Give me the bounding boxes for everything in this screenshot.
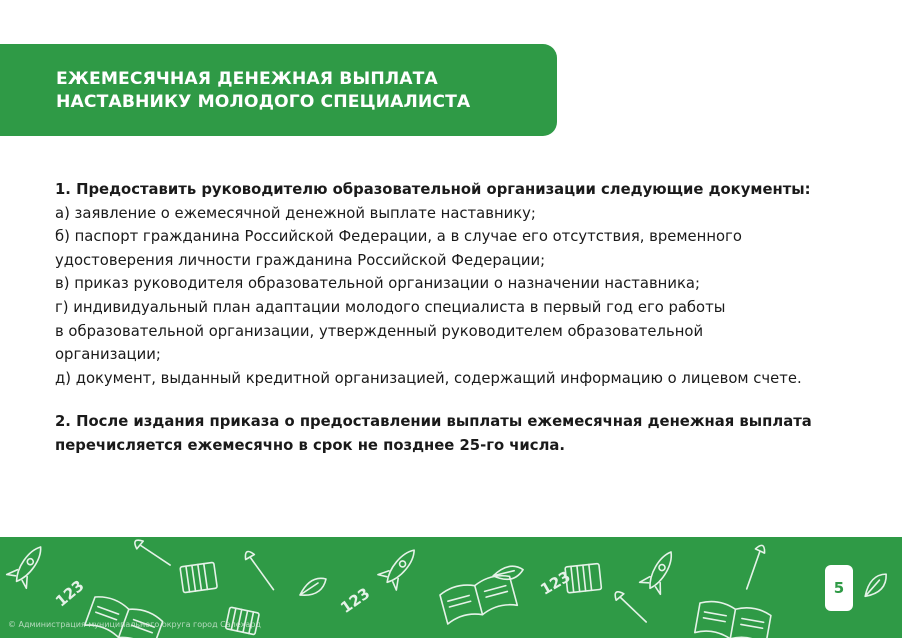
title-banner [0,44,557,136]
title-line-2: НАСТАВНИКУ МОЛОДОГО СПЕЦИАЛИСТА [56,92,471,112]
rocket-icon [640,546,682,594]
open-book-icon [85,593,164,638]
paintbrush-icon [612,589,647,628]
open-book-icon [695,599,772,638]
doc-item-v: в) приказ руководителя образовательной организации о назначении наставника; [55,275,700,293]
paintbrush-icon [739,543,768,589]
paintbrush-icon [243,549,275,594]
doc-item-d: д) документ, выданный кредитной организацией, содержащий информацию о лицевом счете. [55,369,802,387]
doc-item-g: г) индивидуальный план адаптации молодого специалиста в первый год его работы [55,298,726,316]
rocket-icon [378,542,423,590]
numbers-123-icon: 123 [337,584,374,617]
content-body [55,178,865,458]
section-2-line-2: перечисляется ежемесячно в срок не позднее 25-го числа. [55,437,566,455]
section-1 [55,178,865,390]
page-number-badge: 5 [825,565,853,611]
title-line-1: ЕЖЕМЕСЯЧНАЯ ДЕНЕЖНАЯ ВЫПЛАТА [56,69,438,89]
leaf-icon [493,560,523,585]
doc-item-g-cont-2: организации; [55,346,161,364]
section-1-heading: 1. Предоставить руководителю образовательной организации следующие документы: [55,181,811,198]
copyright-text: © Администрация муниципального округа город Салехард [8,620,261,629]
rocket-icon [7,540,51,588]
numbers-123-icon: 123 [537,567,574,599]
calculator-icon [180,562,217,592]
doc-item-b-cont: удостоверения личности гражданина Российской Федерации; [55,251,546,269]
leaf-icon [861,573,890,596]
section-2-line-1: 2. После издания приказа о предоставлении выплаты ежемесячная денежная выплата [55,413,812,431]
open-book-icon [439,573,517,624]
doc-item-g-cont-1: в образовательной организации, утвержденный руководителем образовательной [55,322,704,340]
paintbrush-icon [132,537,171,572]
doc-item-b: б) паспорт гражданина Российской Федерации, а в случае его отсутствия, временного [55,228,742,246]
doc-item-a: а) заявление о ежемесячной денежной выплате наставнику; [55,204,536,222]
section-2 [55,410,865,458]
leaf-icon [300,578,326,595]
numbers-123-icon: 123 [51,576,88,611]
